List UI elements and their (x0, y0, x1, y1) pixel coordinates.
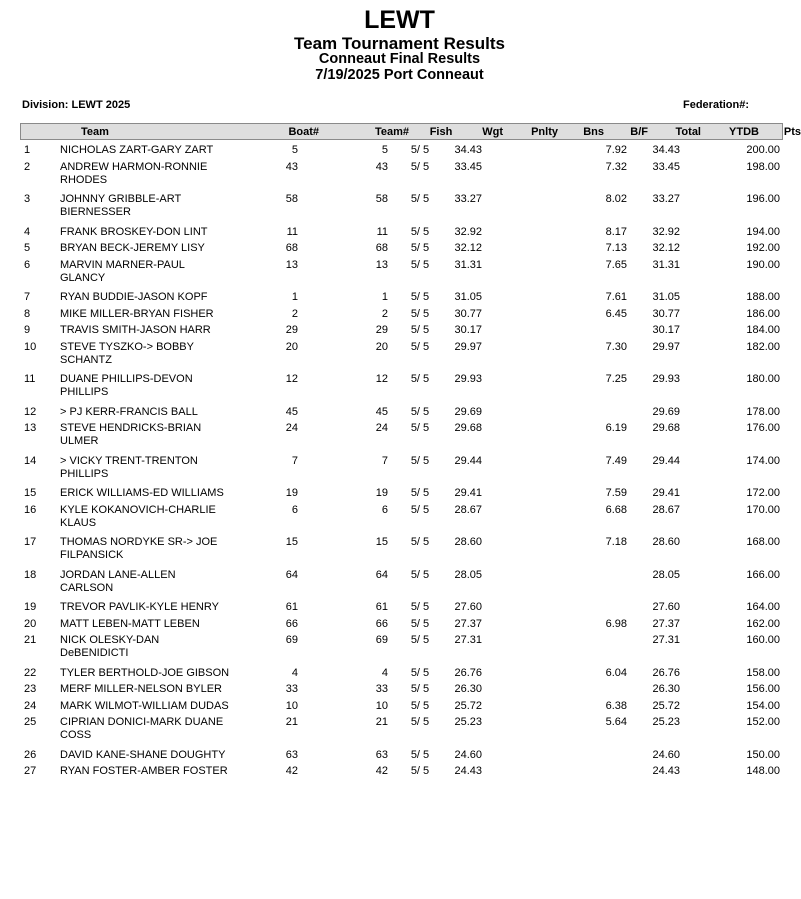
place-cell: 15 (24, 487, 37, 499)
weight-cell: 32.92 (454, 225, 482, 238)
fish-count-cell: 5/ 5 (410, 144, 430, 156)
total-cell: 24.43 (652, 765, 680, 777)
team-name-cell: NICK OLESKY-DAN DeBENIDICTI (60, 634, 160, 659)
table-row (0, 144, 799, 161)
federation-label: Federation#: (683, 99, 750, 111)
weight-cell: 29.97 (454, 340, 482, 353)
fish-count-cell: 5/ 5 (410, 503, 430, 516)
points-cell: 200.00 (746, 144, 780, 156)
fish-count-cell: 5/ 5 (410, 617, 430, 630)
table-row (0, 765, 799, 782)
table-header (20, 123, 801, 140)
team-number-cell: 5 (381, 144, 388, 156)
place-cell: 25 (24, 716, 37, 728)
total-cell: 29.68 (652, 422, 680, 434)
total-cell: 28.60 (652, 536, 680, 548)
boat-number-cell: 2 (291, 307, 298, 320)
boat-number-cell: 58 (285, 193, 298, 205)
points-cell: 168.00 (746, 536, 780, 548)
fish-count-cell: 5/ 5 (410, 242, 430, 254)
team-name-cell: JORDAN LANE-ALLEN CARLSON (60, 568, 176, 594)
points-cell: 170.00 (746, 503, 780, 516)
weight-cell: 28.60 (454, 536, 482, 548)
total-cell: 30.17 (652, 324, 680, 336)
place-cell: 27 (24, 765, 37, 777)
big-fish-cell: 6.98 (605, 617, 627, 630)
total-cell: 27.31 (652, 634, 680, 646)
points-cell: 150.00 (746, 748, 780, 761)
team-number-cell: 19 (375, 487, 388, 499)
total-cell: 26.30 (652, 683, 680, 695)
table-row (0, 618, 799, 635)
place-cell: 9 (24, 324, 31, 336)
boat-number-cell: 33 (285, 683, 298, 695)
total-cell: 27.60 (652, 601, 680, 613)
boat-number-cell: 10 (285, 699, 298, 712)
boat-number-cell: 1 (291, 291, 298, 303)
fish-count-cell: 5/ 5 (410, 258, 430, 271)
place-cell: 14 (24, 454, 37, 467)
weight-cell: 27.37 (454, 617, 482, 630)
total-cell: 24.60 (652, 748, 680, 761)
fish-count-cell: 5/ 5 (410, 193, 430, 205)
points-cell: 188.00 (746, 291, 780, 303)
team-name-cell: RYAN FOSTER-AMBER FOSTER (60, 765, 228, 777)
table-row (0, 601, 799, 618)
points-cell: 154.00 (746, 699, 780, 712)
team-name-cell: CIPRIAN DONICI-MARK DUANE COSS (60, 716, 224, 741)
team-name-cell: > PJ KERR-FRANCIS BALL (60, 405, 198, 418)
team-number-cell: 12 (375, 373, 388, 385)
big-fish-cell: 5.64 (605, 716, 627, 728)
big-fish-cell: 7.65 (605, 258, 627, 271)
table-row (0, 373, 799, 406)
fish-count-cell: 5/ 5 (410, 324, 430, 336)
table-row (0, 487, 799, 504)
total-cell: 29.44 (652, 454, 680, 467)
points-cell: 152.00 (746, 716, 780, 728)
big-fish-cell: 7.32 (605, 160, 627, 173)
points-cell: 184.00 (746, 324, 780, 336)
weight-cell: 29.69 (454, 405, 482, 418)
place-cell: 11 (24, 373, 36, 385)
place-cell: 21 (24, 634, 37, 646)
big-fish-cell: 6.04 (605, 666, 627, 679)
weight-cell: 31.05 (454, 291, 482, 303)
team-name-cell: MIKE MILLER-BRYAN FISHER (60, 307, 214, 320)
org-title: LEWT (364, 6, 435, 34)
total-cell: 32.92 (652, 225, 680, 238)
fish-count-cell: 5/ 5 (410, 422, 430, 434)
boat-number-cell: 13 (285, 258, 298, 271)
boat-number-cell: 7 (291, 454, 298, 467)
boat-number-cell: 15 (285, 536, 298, 548)
points-cell: 190.00 (746, 258, 780, 271)
total-cell: 25.72 (652, 699, 680, 712)
team-number-cell: 15 (375, 536, 388, 548)
team-name-cell: TYLER BERTHOLD-JOE GIBSON (60, 666, 230, 679)
team-name-cell: STEVE HENDRICKS-BRIAN ULMER (60, 422, 202, 447)
place-cell: 7 (24, 291, 31, 303)
table-row (0, 226, 799, 243)
place-cell: 10 (24, 340, 37, 353)
total-cell: 31.05 (652, 291, 680, 303)
weight-cell: 31.31 (454, 258, 482, 271)
points-cell: 156.00 (746, 683, 780, 695)
boat-number-cell: 68 (285, 242, 298, 254)
boat-number-cell: 69 (285, 634, 298, 646)
points-cell: 160.00 (746, 634, 780, 646)
points-cell: 196.00 (746, 193, 780, 205)
place-cell: 16 (24, 503, 37, 516)
place-cell: 26 (24, 748, 37, 761)
table-row (0, 193, 799, 226)
total-cell: 34.43 (652, 144, 680, 156)
boat-number-cell: 20 (285, 340, 298, 353)
team-name-cell: TREVOR PAVLIK-KYLE HENRY (60, 601, 219, 613)
weight-cell: 27.31 (454, 634, 482, 646)
team-name-cell: MERF MILLER-NELSON BYLER (60, 683, 222, 695)
team-name-cell: KYLE KOKANOVICH-CHARLIE KLAUS (60, 503, 216, 529)
total-cell: 30.77 (652, 307, 680, 320)
fish-count-cell: 5/ 5 (410, 373, 430, 385)
team-number-cell: 29 (375, 324, 388, 336)
fish-count-cell: 5/ 5 (410, 601, 430, 613)
team-name-cell: MARK WILMOT-WILLIAM DUDAS (60, 699, 229, 712)
team-number-cell: 24 (375, 422, 388, 434)
team-name-cell: > VICKY TRENT-TRENTON PHILLIPS (60, 454, 198, 480)
fish-count-cell: 5/ 5 (410, 454, 430, 467)
fish-count-cell: 5/ 5 (410, 291, 430, 303)
fish-count-cell: 5/ 5 (410, 699, 430, 712)
team-number-cell: 10 (375, 699, 388, 712)
column-header-ytdb: YTDB (729, 126, 759, 138)
table-row (0, 504, 799, 537)
table-row (0, 455, 799, 488)
place-cell: 2 (24, 160, 31, 173)
column-header-team: Team (81, 126, 109, 138)
team-number-cell: 20 (375, 340, 388, 353)
team-number-cell: 45 (375, 405, 388, 418)
team-number-cell: 1 (381, 291, 388, 303)
big-fish-cell: 7.49 (605, 454, 627, 467)
column-header-big-fish: B/F (630, 126, 648, 138)
total-cell: 29.97 (652, 340, 680, 353)
weight-cell: 29.68 (454, 422, 482, 434)
total-cell: 33.27 (652, 193, 680, 205)
big-fish-cell: 7.92 (605, 144, 627, 156)
table-row (0, 683, 799, 700)
boat-number-cell: 19 (285, 487, 298, 499)
fish-count-cell: 5/ 5 (410, 666, 430, 679)
team-number-cell: 7 (381, 454, 388, 467)
team-name-cell: DAVID KANE-SHANE DOUGHTY (60, 748, 226, 761)
table-row (0, 341, 799, 374)
division-label: Division: LEWT 2025 (22, 99, 131, 111)
total-cell: 32.12 (652, 242, 680, 254)
points-cell: 194.00 (746, 225, 780, 238)
place-cell: 3 (24, 193, 31, 205)
big-fish-cell: 8.02 (605, 193, 627, 205)
team-number-cell: 2 (381, 307, 388, 320)
big-fish-cell: 6.38 (605, 699, 627, 712)
team-name-cell: NICHOLAS ZART-GARY ZART (60, 144, 214, 156)
weight-cell: 34.43 (454, 144, 482, 156)
points-cell: 186.00 (746, 307, 780, 320)
table-row (0, 569, 799, 602)
table-row (0, 308, 799, 325)
weight-cell: 26.76 (454, 666, 482, 679)
total-cell: 27.37 (652, 617, 680, 630)
boat-number-cell: 45 (285, 405, 298, 418)
weight-cell: 32.12 (454, 242, 482, 254)
place-cell: 4 (24, 225, 31, 238)
fish-count-cell: 5/ 5 (410, 716, 430, 728)
team-number-cell: 43 (375, 160, 388, 173)
big-fish-cell: 7.61 (605, 291, 627, 303)
weight-cell: 29.41 (454, 487, 482, 499)
team-number-cell: 6 (381, 503, 388, 516)
points-cell: 198.00 (746, 160, 780, 173)
big-fish-cell: 6.19 (605, 422, 627, 434)
points-cell: 178.00 (746, 405, 780, 418)
column-header-team-number: Team# (374, 126, 409, 138)
report-subtitle: Conneaut Final Results (318, 51, 481, 67)
total-cell: 29.93 (652, 373, 680, 385)
points-cell: 166.00 (746, 568, 780, 581)
team-name-cell: ANDREW HARMON-RONNIE RHODES (60, 160, 208, 186)
total-cell: 25.23 (652, 716, 680, 728)
big-fish-cell: 6.68 (605, 503, 627, 516)
table-row (0, 667, 799, 684)
points-cell: 172.00 (746, 487, 780, 499)
team-number-cell: 64 (375, 568, 388, 581)
points-cell: 176.00 (746, 422, 780, 434)
team-number-cell: 66 (375, 617, 388, 630)
column-header-boat: Boat# (288, 126, 319, 138)
team-name-cell: RYAN BUDDIE-JASON KOPF (60, 291, 208, 303)
big-fish-cell: 7.18 (605, 536, 627, 548)
team-name-cell: JOHNNY GRIBBLE-ART BIERNESSER (60, 193, 182, 218)
big-fish-cell: 7.59 (605, 487, 627, 499)
points-cell: 180.00 (746, 373, 780, 385)
fish-count-cell: 5/ 5 (410, 683, 430, 695)
table-row (0, 536, 799, 569)
team-name-cell: DUANE PHILLIPS-DEVON PHILLIPS (60, 373, 193, 398)
team-number-cell: 63 (375, 748, 388, 761)
table-row (0, 700, 799, 717)
column-header-total: Total (675, 126, 701, 138)
team-number-cell: 11 (376, 225, 388, 238)
team-number-cell: 33 (375, 683, 388, 695)
boat-number-cell: 64 (285, 568, 298, 581)
boat-number-cell: 4 (291, 666, 298, 679)
fish-count-cell: 5/ 5 (410, 307, 430, 320)
table-row (0, 634, 799, 667)
weight-cell: 28.05 (454, 568, 482, 581)
place-cell: 8 (24, 307, 31, 320)
boat-number-cell: 24 (285, 422, 298, 434)
boat-number-cell: 11 (286, 225, 298, 238)
place-cell: 18 (24, 568, 37, 581)
weight-cell: 28.67 (454, 503, 482, 516)
place-cell: 19 (24, 601, 37, 613)
total-cell: 26.76 (652, 666, 680, 679)
boat-number-cell: 6 (291, 503, 298, 516)
big-fish-cell: 7.30 (605, 340, 627, 353)
boat-number-cell: 66 (285, 617, 298, 630)
points-cell: 182.00 (746, 340, 780, 353)
fish-count-cell: 5/ 5 (410, 634, 430, 646)
report-date-location: 7/19/2025 Port Conneaut (315, 67, 484, 83)
fish-count-cell: 5/ 5 (410, 536, 430, 548)
place-cell: 22 (24, 666, 37, 679)
table-row (0, 161, 799, 194)
team-name-cell: FRANK BROSKEY-DON LINT (60, 225, 208, 238)
big-fish-cell: 7.13 (605, 242, 627, 254)
big-fish-cell: 7.25 (605, 373, 627, 385)
boat-number-cell: 5 (291, 144, 298, 156)
team-name-cell: ERICK WILLIAMS-ED WILLIAMS (60, 487, 224, 499)
report-title: Team Tournament Results (294, 34, 505, 53)
weight-cell: 30.17 (454, 324, 482, 336)
place-cell: 13 (24, 422, 37, 434)
team-number-cell: 21 (375, 716, 388, 728)
table-row (0, 324, 799, 341)
total-cell: 29.41 (652, 487, 680, 499)
boat-number-cell: 21 (285, 716, 298, 728)
weight-cell: 26.30 (454, 683, 482, 695)
points-cell: 174.00 (746, 454, 780, 467)
team-name-cell: MARVIN MARNER-PAUL GLANCY (60, 258, 185, 284)
weight-cell: 25.23 (454, 716, 482, 728)
weight-cell: 29.44 (454, 454, 482, 467)
total-cell: 29.69 (652, 405, 680, 418)
boat-number-cell: 42 (285, 765, 298, 777)
points-cell: 162.00 (746, 617, 780, 630)
boat-number-cell: 29 (285, 324, 298, 336)
weight-cell: 25.72 (454, 699, 482, 712)
fish-count-cell: 5/ 5 (410, 405, 430, 418)
place-cell: 17 (24, 536, 37, 548)
total-cell: 33.45 (652, 160, 680, 173)
place-cell: 6 (24, 258, 31, 271)
weight-cell: 24.60 (454, 748, 482, 761)
boat-number-cell: 43 (285, 160, 298, 173)
team-name-cell: MATT LEBEN-MATT LEBEN (60, 617, 200, 630)
fish-count-cell: 5/ 5 (410, 748, 430, 761)
points-cell: 192.00 (746, 242, 780, 254)
team-name-cell: BRYAN BECK-JEREMY LISY (60, 242, 205, 254)
fish-count-cell: 5/ 5 (410, 160, 430, 173)
total-cell: 28.67 (652, 503, 680, 516)
table-row (0, 716, 799, 749)
team-number-cell: 68 (375, 242, 388, 254)
table-row (0, 242, 799, 259)
weight-cell: 30.77 (454, 307, 482, 320)
fish-count-cell: 5/ 5 (410, 487, 430, 499)
place-cell: 20 (24, 617, 37, 630)
results-table-body (0, 144, 799, 782)
big-fish-cell: 8.17 (605, 225, 627, 238)
column-header-points: Pts (783, 126, 801, 138)
team-name-cell: THOMAS NORDYKE SR-> JOE FILPANSICK (60, 536, 218, 561)
points-cell: 158.00 (746, 666, 780, 679)
weight-cell: 33.45 (454, 160, 482, 173)
column-header-fish: Fish (429, 126, 453, 138)
team-number-cell: 69 (375, 634, 388, 646)
boat-number-cell: 63 (285, 748, 298, 761)
total-cell: 31.31 (652, 258, 680, 271)
column-header-penalty: Pnlty (531, 126, 558, 138)
boat-number-cell: 12 (285, 373, 298, 385)
place-cell: 1 (24, 144, 31, 156)
fish-count-cell: 5/ 5 (410, 568, 430, 581)
table-row (0, 406, 799, 423)
fish-count-cell: 5/ 5 (410, 340, 430, 353)
points-cell: 164.00 (746, 601, 780, 613)
table-row (0, 259, 799, 292)
points-cell: 148.00 (746, 765, 780, 777)
fish-count-cell: 5/ 5 (410, 765, 430, 777)
team-name-cell: TRAVIS SMITH-JASON HARR (60, 324, 211, 336)
team-number-cell: 58 (375, 193, 388, 205)
column-header-weight: Wgt (482, 126, 503, 138)
place-cell: 5 (24, 242, 31, 254)
place-cell: 23 (24, 683, 37, 695)
table-row (0, 291, 799, 308)
big-fish-cell: 6.45 (605, 307, 627, 320)
weight-cell: 27.60 (454, 601, 482, 613)
table-row (0, 422, 799, 455)
team-number-cell: 42 (375, 765, 388, 777)
place-cell: 12 (24, 405, 37, 418)
team-number-cell: 4 (381, 666, 388, 679)
total-cell: 28.05 (652, 568, 680, 581)
fish-count-cell: 5/ 5 (410, 225, 430, 238)
weight-cell: 24.43 (454, 765, 482, 777)
weight-cell: 29.93 (454, 373, 482, 385)
boat-number-cell: 61 (285, 601, 298, 613)
weight-cell: 33.27 (454, 193, 482, 205)
table-row (0, 749, 799, 766)
team-number-cell: 61 (375, 601, 388, 613)
place-cell: 24 (24, 699, 37, 712)
team-number-cell: 13 (375, 258, 388, 271)
column-header-bonus: Bns (583, 126, 604, 138)
team-name-cell: STEVE TYSZKO-> BOBBY SCHANTZ (60, 340, 194, 366)
